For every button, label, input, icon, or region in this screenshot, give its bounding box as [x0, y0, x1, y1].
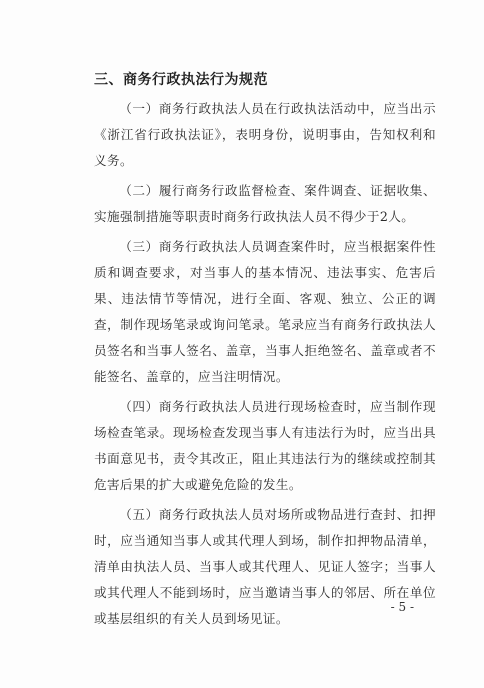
- paragraph-2: （二）履行商务行政监督检查、案件调查、证据收集、实施强制措施等职责时商务行政执法人员不得少于2人。: [94, 183, 436, 224]
- paragraph-5: （五）商务行政执法人员对场所或物品进行查封、扣押时，应当通知当事人或其代理人到场，制作扣押物品清单，清单由执法人员、当事人或其代理人、见证人签字；当事人或其代理人不能到场时，应当邀请当事人的邻居、所在单位或基层组织的有关人员到场见证。: [94, 507, 436, 626]
- page-number: - 5 -: [390, 600, 414, 614]
- section-title: 三、商务行政执法行为规范: [94, 72, 268, 88]
- document-body: [94, 70, 436, 636]
- paragraph-1: （一）商务行政执法人员在行政执法活动中，应当出示《浙江省行政执法证》，表明身份，说明事由，告知权利和义务。: [94, 101, 436, 168]
- paragraph-4: （四）商务行政执法人员进行现场检查时，应当制作现场检查笔录。现场检查发现当事人有违法行为时，应当出具书面意见书，责令其改正，阻止其违法行为的继续或控制其危害后果的扩大或避免危险的发生。: [94, 399, 436, 492]
- paragraph-3: （三）商务行政执法人员调查案件时，应当根据案件性质和调查要求，对当事人的基本情况、违法事实、危害后果、违法情节等情况，进行全面、客观、独立、公正的调查，制作现场笔录或询问笔录。笔录应当有商务行政执法人员签名和当事人签名、盖章，当事人拒绝签名、盖章或者不能签名、盖章的，应当注明情况。: [94, 239, 436, 384]
